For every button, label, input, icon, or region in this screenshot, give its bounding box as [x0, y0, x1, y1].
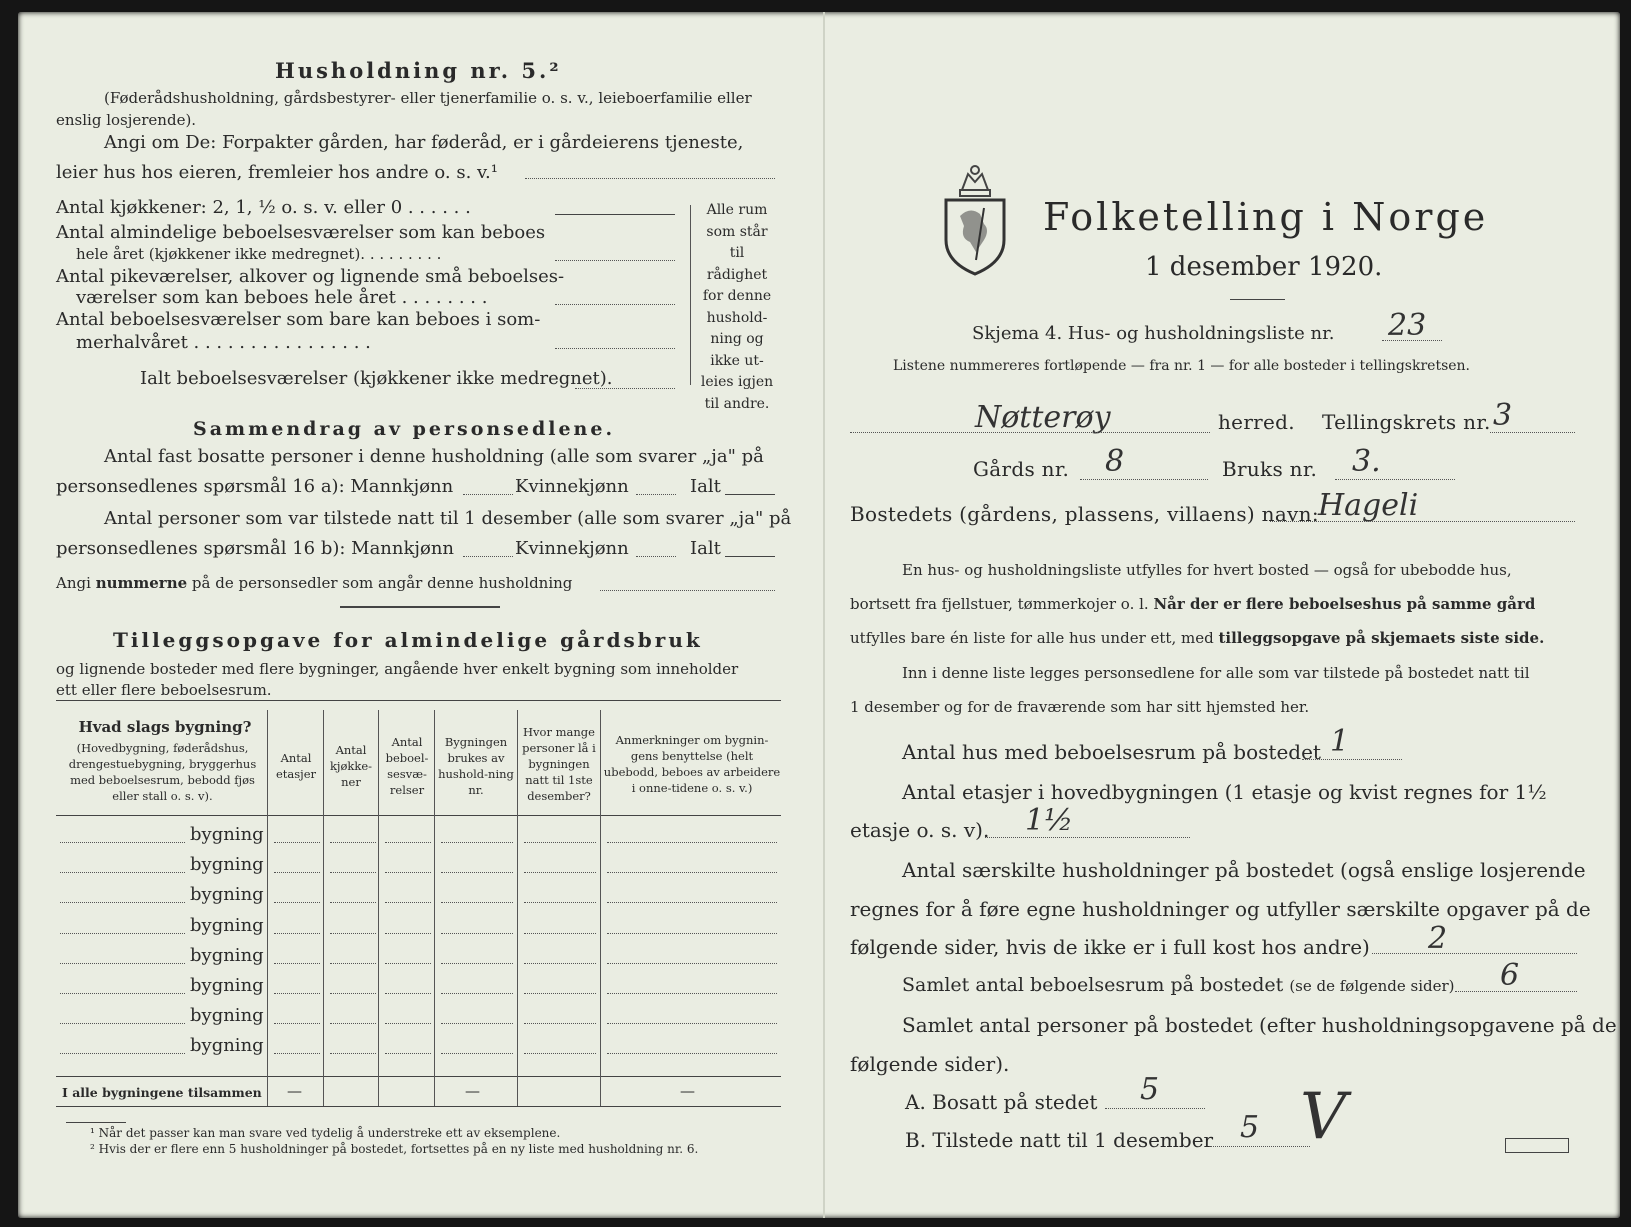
bruks-line: [1335, 479, 1455, 480]
angi-nummerne-bold: nummerne: [95, 574, 188, 592]
summary-1-female[interactable]: [636, 494, 676, 495]
samlet-rum-note: (se de følgende sider): [1289, 977, 1455, 995]
building-cell[interactable]: [441, 872, 513, 873]
rooms-1-label-a: Antal almindelige beboelsesværelser som kan beboes: [56, 222, 546, 243]
hus-value[interactable]: 1: [1330, 724, 1350, 759]
table-head-personer: Hvor mange personer lå i bygningen natt til 1ste desember?: [522, 725, 596, 803]
building-cell[interactable]: [274, 963, 320, 964]
total-etasjer: —: [287, 1082, 302, 1100]
table-col-divider: [517, 710, 518, 1106]
building-type-answer[interactable]: [60, 902, 185, 903]
building-cell[interactable]: [524, 1023, 596, 1024]
samlet-personer-line-1: Samlet antal personer på bostedet (efter husholdningsopgavene på de: [902, 1013, 1617, 1037]
side-note-line: som står til: [706, 223, 768, 261]
summary-1-total-label: Ialt: [690, 476, 721, 497]
summary-2-female[interactable]: [636, 556, 676, 557]
hus-label: Antal hus med beboelsesrum på bostedet: [902, 740, 1321, 764]
building-cell[interactable]: [385, 842, 431, 843]
angi-nummerne-pre: Angi: [56, 574, 91, 592]
saerskilte-line-2: regnes for å føre egne husholdninger og utfyller særskilte opgaver på de: [850, 897, 1591, 921]
building-cell[interactable]: [524, 933, 596, 934]
footnote-1: ¹ Når det passer kan man svare ved tydelig å understreke ett av eksemplene.: [90, 1126, 561, 1140]
tillegg-title: Tilleggsopgave for almindelige gårdsbruk: [113, 628, 703, 652]
skjema-label: Skjema 4. Hus- og husholdningsliste nr.: [972, 323, 1335, 344]
angi-line-2: leier hus hos eieren, fremleier hos andre o. s. v.¹: [56, 162, 498, 183]
household-note-1: (Føderådshusholdning, gårdsbestyrer- eller tjenerfamilie o. s. v., leieboerfamilie eller: [104, 89, 752, 107]
building-cell[interactable]: [385, 1023, 431, 1024]
building-cell[interactable]: [385, 963, 431, 964]
table-col-divider: [378, 710, 379, 1106]
building-cell[interactable]: [274, 842, 320, 843]
household-note-2: enslig losjerende).: [56, 111, 197, 129]
tellingskrets-label: Tellingskrets nr.: [1322, 410, 1491, 434]
tillegg-line-2: ett eller flere beboelsesrum.: [56, 681, 272, 699]
instructions-3-pre: utfylles bare én liste for alle hus under ett, med: [850, 629, 1214, 647]
summary-2b: personsedlenes spørsmål 16 b): Mannkjønn: [56, 538, 455, 559]
census-date: 1 desember 1920.: [1145, 252, 1383, 282]
side-note: [697, 200, 777, 415]
table-bottom-border: [56, 1106, 781, 1107]
building-row-label: bygning: [190, 854, 264, 876]
summary-title: Sammendrag av personsedlene.: [193, 418, 616, 440]
hus-line: [1302, 759, 1402, 760]
building-cell[interactable]: [385, 993, 431, 994]
gards-label: Gårds nr.: [973, 457, 1070, 481]
building-cell[interactable]: [607, 933, 777, 934]
building-row-label: bygning: [190, 914, 264, 936]
summary-2-male[interactable]: [463, 556, 513, 557]
table-top-border: [56, 700, 781, 701]
building-row-label: bygning: [190, 975, 264, 996]
building-cell[interactable]: [330, 1053, 376, 1054]
building-row-label: bygning: [190, 824, 264, 845]
total-husholdning: —: [465, 1082, 480, 1100]
summary-1b: personsedlenes spørsmål 16 a): Mannkjønn: [56, 476, 454, 497]
building-cell[interactable]: [441, 933, 513, 934]
building-cell[interactable]: [330, 1023, 376, 1024]
building-cell[interactable]: [385, 1053, 431, 1054]
building-cell[interactable]: [441, 1053, 513, 1054]
bosatt-line: [1105, 1108, 1205, 1109]
side-note-line: rådighet: [706, 266, 768, 283]
rooms-3-answer[interactable]: [555, 348, 675, 349]
building-cell[interactable]: [385, 872, 431, 873]
tilstede-line: [1210, 1146, 1310, 1147]
etasjer-line-2: etasje o. s. v).: [850, 818, 990, 842]
saerskilte-line-3: følgende sider, hvis de ikke er i full kost hos andre): [850, 935, 1370, 959]
angi-nummerne-post: på de personsedler som angår denne husholdning: [191, 574, 573, 592]
building-row-label: bygning: [190, 1005, 264, 1027]
household-title: Husholdning nr. 5.²: [275, 58, 562, 83]
table-head-building-title: Hvad slags bygning?: [78, 718, 252, 736]
building-type-answer[interactable]: [60, 1053, 185, 1054]
building-cell[interactable]: [441, 1023, 513, 1024]
printer-stamp: [1505, 1138, 1569, 1153]
tilstede-value[interactable]: 5: [1240, 1110, 1260, 1145]
angi-answer-line[interactable]: [525, 178, 775, 179]
building-cell[interactable]: [441, 842, 513, 843]
samlet-rum-label: [902, 974, 1455, 996]
building-cell[interactable]: [330, 933, 376, 934]
footnote-rule: [66, 1122, 126, 1123]
section-divider: [340, 606, 500, 608]
table-head-vaerelser: Antal beboel-sesvæ-relser: [385, 735, 429, 797]
building-cell[interactable]: [385, 902, 431, 903]
bruks-value[interactable]: 3.: [1352, 444, 1381, 479]
title-rule: [1230, 299, 1285, 300]
summary-1-male[interactable]: [463, 494, 513, 495]
building-cell[interactable]: [607, 902, 777, 903]
summary-2-total[interactable]: [725, 556, 775, 557]
table-head-anmerkninger: Anmerkninger om bygnin-gens benyttelse (helt ubebodd, beboes av arbeidere i onne-tidene o. s. v.): [603, 733, 781, 795]
building-cell[interactable]: [607, 963, 777, 964]
table-head-etasjer: Antal etasjer: [275, 751, 317, 781]
saerskilte-answer-line: [1372, 953, 1577, 954]
building-type-answer[interactable]: [60, 993, 185, 994]
bosatt-value[interactable]: 5: [1140, 1072, 1160, 1107]
rooms-total-label: Ialt beboelsesværelser (kjøkkener ikke medregnet).: [140, 368, 613, 389]
table-total-border: [56, 1076, 781, 1077]
side-note-line: hushold-: [706, 309, 768, 326]
summary-2-female-label: Kvinnekjønn: [515, 538, 629, 559]
building-cell[interactable]: [607, 993, 777, 994]
rooms-2-label-b: værelser som kan beboes hele året . . . . . . . .: [76, 287, 488, 308]
footnote-2: ² Hvis der er flere enn 5 husholdninger på bostedet, fortsettes på en ny liste med husholdning nr. 6.: [90, 1142, 699, 1156]
building-cell[interactable]: [441, 993, 513, 994]
instructions-1: En hus- og husholdningsliste utfylles for hvert bosted — også for ubebodde hus,: [902, 561, 1512, 579]
instructions-2-pre: bortsett fra fjellstuer, tømmerkojer o. l.: [850, 595, 1149, 613]
table-head-border: [56, 815, 781, 816]
samlet-rum-value[interactable]: 6: [1500, 958, 1520, 993]
table-head-kjokkener: Antal kjøkke-ner: [329, 743, 373, 789]
etasjer-line-1: Antal etasjer i hovedbygningen (1 etasje og kvist regnes for 1½: [902, 780, 1547, 804]
etasjer-value[interactable]: 1½: [1025, 803, 1074, 838]
building-type-answer[interactable]: [60, 842, 185, 843]
bosted-value[interactable]: Hageli: [1318, 488, 1419, 523]
building-cell[interactable]: [607, 1023, 777, 1024]
saerskilte-line-1: Antal særskilte husholdninger på bostedet (også enslige losjerende: [902, 858, 1586, 882]
skjema-number-line: [1382, 340, 1442, 341]
building-cell[interactable]: [441, 963, 513, 964]
table-col-divider: [434, 710, 435, 1106]
skjema-number[interactable]: 23: [1388, 308, 1427, 343]
samlet-rum-text: Samlet antal beboelsesrum på bostedet: [902, 974, 1284, 996]
rooms-2-answer[interactable]: [555, 304, 675, 305]
building-type-answer[interactable]: [60, 933, 185, 934]
herred-line: [850, 432, 1210, 433]
listene-note: Listene nummereres fortløpende — fra nr. 1 — for alle bosteder i tellingskretsen.: [893, 358, 1471, 374]
page-fold: [823, 12, 825, 1218]
building-cell[interactable]: [274, 872, 320, 873]
table-head-husholdning: Bygningen brukes av hushold-ning nr.: [438, 735, 514, 797]
building-row-label: bygning: [190, 884, 264, 906]
building-cell[interactable]: [524, 993, 596, 994]
building-type-answer[interactable]: [60, 963, 185, 964]
building-row-label: bygning: [190, 1035, 264, 1057]
building-cell[interactable]: [524, 902, 596, 903]
samlet-rum-line: [1455, 991, 1577, 992]
building-cell[interactable]: [607, 872, 777, 873]
table-col-divider: [600, 710, 601, 1106]
gards-line: [1080, 479, 1208, 480]
rooms-1-answer[interactable]: [555, 260, 675, 261]
table-head-building-sub: (Hovedbygning, føderådshus, drengestuebygning, bryggerhus med beboelsesrum, bebodd fjøs eller stall o. s. v).: [68, 741, 257, 803]
tillegg-line-1: og lignende bosteder med flere bygninger, angående hver enkelt bygning som inneholder: [56, 660, 739, 678]
building-cell[interactable]: [274, 993, 320, 994]
building-cell[interactable]: [274, 902, 320, 903]
instructions-3: [850, 629, 1544, 647]
building-cell[interactable]: [524, 842, 596, 843]
side-note-line: ning og: [710, 331, 764, 347]
kitchens-answer[interactable]: [555, 214, 675, 215]
rooms-1-label-b: hele året (kjøkkener ikke medregnet). . . . . . . . .: [76, 245, 442, 263]
herred-label: herred.: [1218, 410, 1295, 434]
instructions-2-bold: Når der er flere beboelseshus på samme gård: [1153, 595, 1536, 613]
instructions-2: [850, 595, 1535, 613]
building-row-label: bygning: [190, 944, 264, 966]
tellingskrets-line: [1490, 432, 1575, 433]
bosatt-label: A. Bosatt på stedet: [905, 1090, 1098, 1114]
saerskilte-value[interactable]: 2: [1428, 921, 1448, 956]
building-cell[interactable]: [385, 933, 431, 934]
side-brace: [690, 205, 691, 385]
samlet-personer-line-2: følgende sider).: [850, 1052, 1010, 1076]
bosted-line: [1270, 521, 1575, 522]
building-cell[interactable]: [330, 963, 376, 964]
rooms-3-label-a: Antal beboelsesværelser som bare kan beboes i som-: [56, 309, 541, 330]
bosted-label: Bostedets (gårdens, plassens, villaens) navn:: [850, 502, 1319, 526]
check-mark: V: [1300, 1080, 1347, 1154]
side-note-line: for denne: [702, 288, 772, 304]
summary-1-total[interactable]: [725, 494, 775, 495]
building-cell[interactable]: [607, 842, 777, 843]
table-col-divider: [323, 710, 324, 1106]
building-type-answer[interactable]: [60, 872, 185, 873]
bruks-label: Bruks nr.: [1222, 457, 1318, 481]
angi-nummerne-answer[interactable]: [600, 590, 775, 591]
summary-1-female-label: Kvinnekjønn: [515, 476, 629, 497]
side-note-line: ikke ut-: [710, 352, 764, 369]
building-cell[interactable]: [441, 902, 513, 903]
building-cell[interactable]: [524, 1053, 596, 1054]
rooms-2-label-a: Antal pikeværelser, alkover og lignende små beboelses-: [56, 266, 565, 287]
angi-nummerne: [56, 574, 572, 592]
summary-2-total-label: Ialt: [690, 538, 721, 559]
building-cell[interactable]: [274, 1023, 320, 1024]
building-cell[interactable]: [274, 933, 320, 934]
side-note-line: Alle rum: [706, 202, 768, 218]
building-type-answer[interactable]: [60, 1023, 185, 1024]
instructions-4: Inn i denne liste legges personsedlene for alle som var tilstede på bostedet natt til: [902, 664, 1530, 682]
building-cell[interactable]: [330, 993, 376, 994]
total-anmerkninger: —: [680, 1082, 695, 1100]
instructions-3-bold: tilleggsopgave på skjemaets siste side.: [1218, 629, 1545, 647]
instructions-5: 1 desember og for de fraværende som har sitt hjemsted her.: [850, 698, 1310, 716]
building-cell[interactable]: [330, 872, 376, 873]
side-note-line: leies igjen: [700, 374, 774, 390]
etasjer-answer-line: [985, 837, 1190, 838]
building-cell[interactable]: [607, 1053, 777, 1054]
summary-2a: Antal personer som var tilstede natt til 1 desember (alle som svarer „ja" på: [104, 508, 792, 529]
rooms-3-label-b: merhalvåret . . . . . . . . . . . . . . . .: [76, 332, 371, 353]
census-title: Folketelling i Norge: [1043, 195, 1489, 239]
gards-value[interactable]: 8: [1105, 444, 1125, 479]
tilstede-label: B. Tilstede natt til 1 desember: [905, 1128, 1214, 1152]
kitchens-label: Antal kjøkkener: 2, 1, ½ o. s. v. eller 0 . . . . . .: [56, 197, 471, 218]
building-cell[interactable]: [330, 902, 376, 903]
table-col-divider: [267, 710, 268, 1106]
herred-value[interactable]: Nøtterøy: [975, 400, 1111, 435]
tellingskrets-value[interactable]: 3: [1493, 398, 1513, 433]
norway-coat-of-arms-icon: [940, 160, 1010, 278]
summary-1a: Antal fast bosatte personer i denne husholdning (alle som svarer „ja" på: [104, 446, 764, 467]
rooms-total-answer[interactable]: [575, 388, 675, 389]
building-cell[interactable]: [524, 872, 596, 873]
building-cell[interactable]: [330, 842, 376, 843]
side-note-line: til andre.: [704, 395, 770, 412]
building-cell[interactable]: [524, 963, 596, 964]
angi-line-1: Angi om De: Forpakter gården, har føderåd, er i gårdeierens tjeneste,: [104, 132, 744, 153]
building-cell[interactable]: [274, 1053, 320, 1054]
table-total-label: I alle bygningene tilsammen: [62, 1085, 262, 1100]
